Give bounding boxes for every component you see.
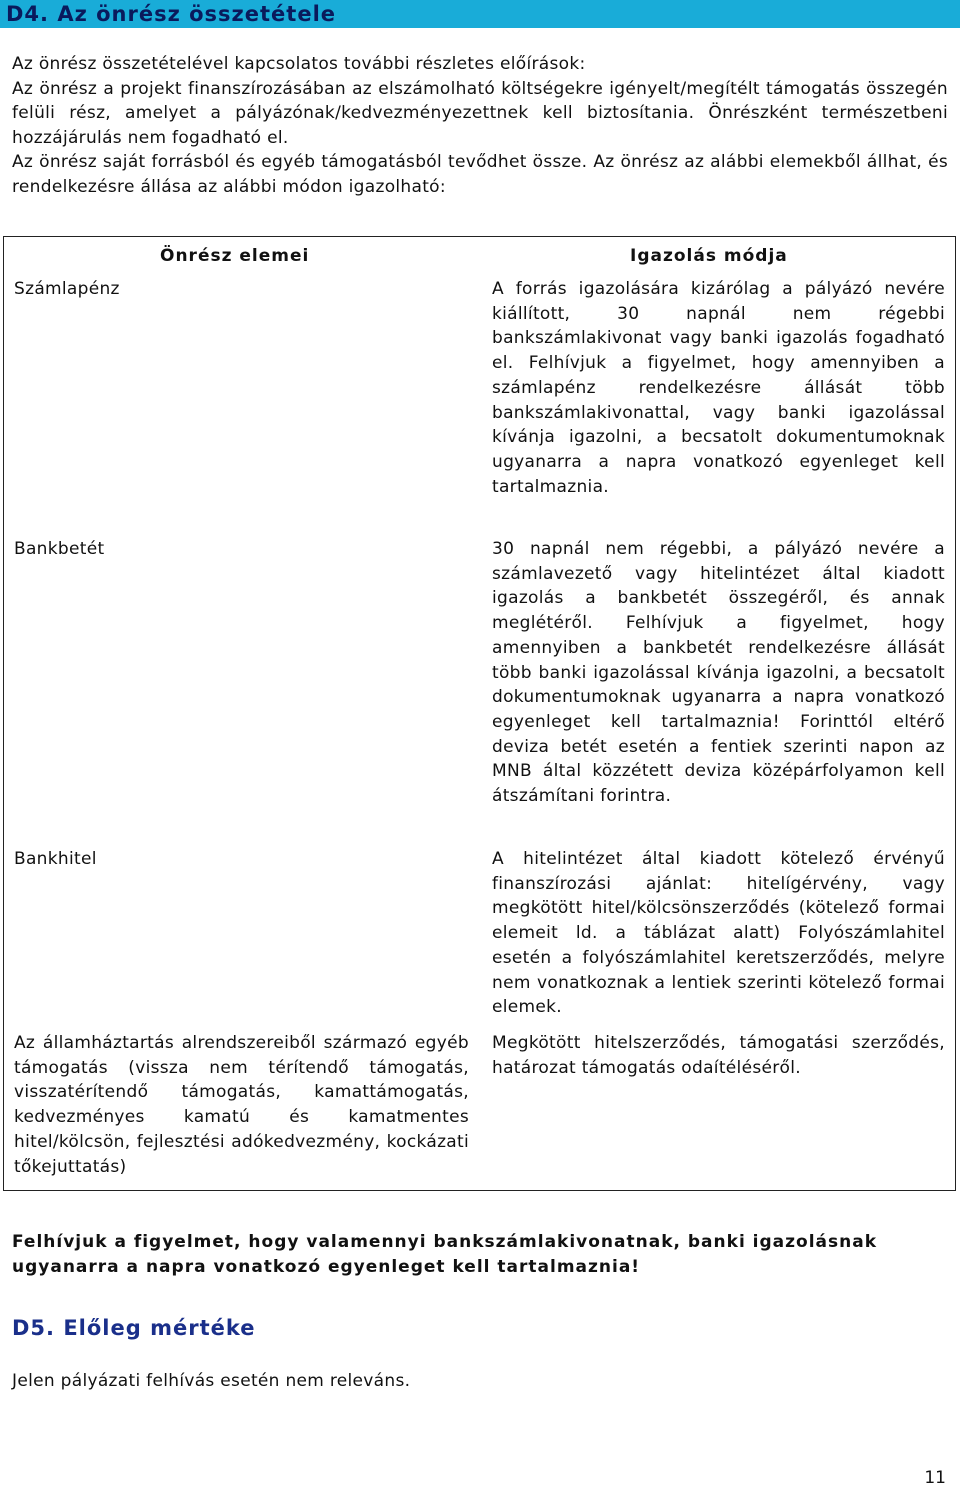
section-d4-intro: [12, 52, 948, 200]
intro-paragraph: Az önrész összetételével kapcsolatos további részletes előírások:: [12, 54, 586, 74]
intro-paragraph: Az önrész a projekt finanszírozásában az elszámolható költségekre igényelt/megítélt támogatás összegén felüli rész, amelyet a pályázónak/kedvezményezettnek kell biztosítania. Önrészként természetbeni hozzájárulás nem fogadható el.: [12, 78, 948, 148]
intro-paragraph: Az önrész saját forrásból és egyéb támogatásból tevődhet össze. Az önrész az alábbi elemekből állhat, és rendelkezésre állása az alábbi módon igazolható:: [12, 152, 948, 197]
section-d5-title: D5. Előleg mértéke: [12, 1316, 256, 1340]
table-cell-proof: A forrás igazolására kizárólag a pályázó nevére kiállított, 30 napnál nem régebbi bankszámlakivonat vagy banki igazolás fogadható el. Felhívjuk a figyelmet, hogy amennyiben a számlapénz rendelkezésre állását több bankszámlakivonattal, vagy banki igazolással kívánja igazolni, a becsatolt dokumentumoknak ugyanarra a napra vonatkozó egyenleget kell tartalmaznia.: [492, 279, 945, 497]
table-cell-proof: A hitelintézet által kiadott kötelező érvényű finanszírozási ajánlat: hitelígérvény, vagy megkötött hitel/kölcsönszerződés (kötelező formai elemeit ld. a táblázat alatt) Folyószámlahitel esetén a folyószámlahitel keretszerződés, melyre nem vonatkoznak a lentiek szerinti kötelező formai elemek.: [492, 849, 945, 1018]
section-d5-text: Jelen pályázati felhívás esetén nem releváns.: [12, 1371, 411, 1391]
table-cell-element: Az államháztartás alrendszereiből származó egyéb támogatás (vissza nem térítendő támogatás, visszatérítendő támogatás, kamattámogatás, kedvezményes kamatú és kamatmentes hitel/kölcsön, fejlesztési adókedvezmény, kockázati tőkejuttatás): [14, 1033, 469, 1177]
table-header-elements: Önrész elemei: [160, 246, 310, 266]
section-d4-title: D4. Az önrész összetétele: [0, 0, 960, 28]
table-header-proof: Igazolás módja: [630, 246, 788, 266]
table-cell-proof: 30 napnál nem régebbi, a pályázó nevére a számlavezető vagy hitelintézet által kiadott igazolás a bankbetét összegéről, és annak meglétéről. Felhívjuk a figyelmet, hogy amennyiben a bankbetét rendelkezésre állását több banki igazolással kívánja igazolni, a becsatolt dokumentumoknak ugyanarra a napra vonatkozó egyenleget kell tartalmaznia! Forinttól eltérő deviza betét esetén a fentiek szerinti napon az MNB által közzétett deviza középárfolyamon kell átszámítani forintra.: [492, 539, 945, 807]
table-cell-element: Számlapénz: [14, 279, 120, 299]
table-cell-element: Bankbetét: [14, 539, 105, 559]
own-contribution-table: [3, 236, 956, 1191]
bank-statement-note: Felhívjuk a figyelmet, hogy valamennyi bankszámlakivonatnak, banki igazolásnak ugyanarra a napra vonatkozó egyenleget kell tartalmaznia!: [12, 1232, 878, 1277]
page-number: 11: [924, 1468, 946, 1488]
table-cell-proof: Megkötött hitelszerződés, támogatási szerződés, határozat támogatás odaítéléséről.: [492, 1033, 945, 1078]
table-cell-element: Bankhitel: [14, 849, 97, 869]
